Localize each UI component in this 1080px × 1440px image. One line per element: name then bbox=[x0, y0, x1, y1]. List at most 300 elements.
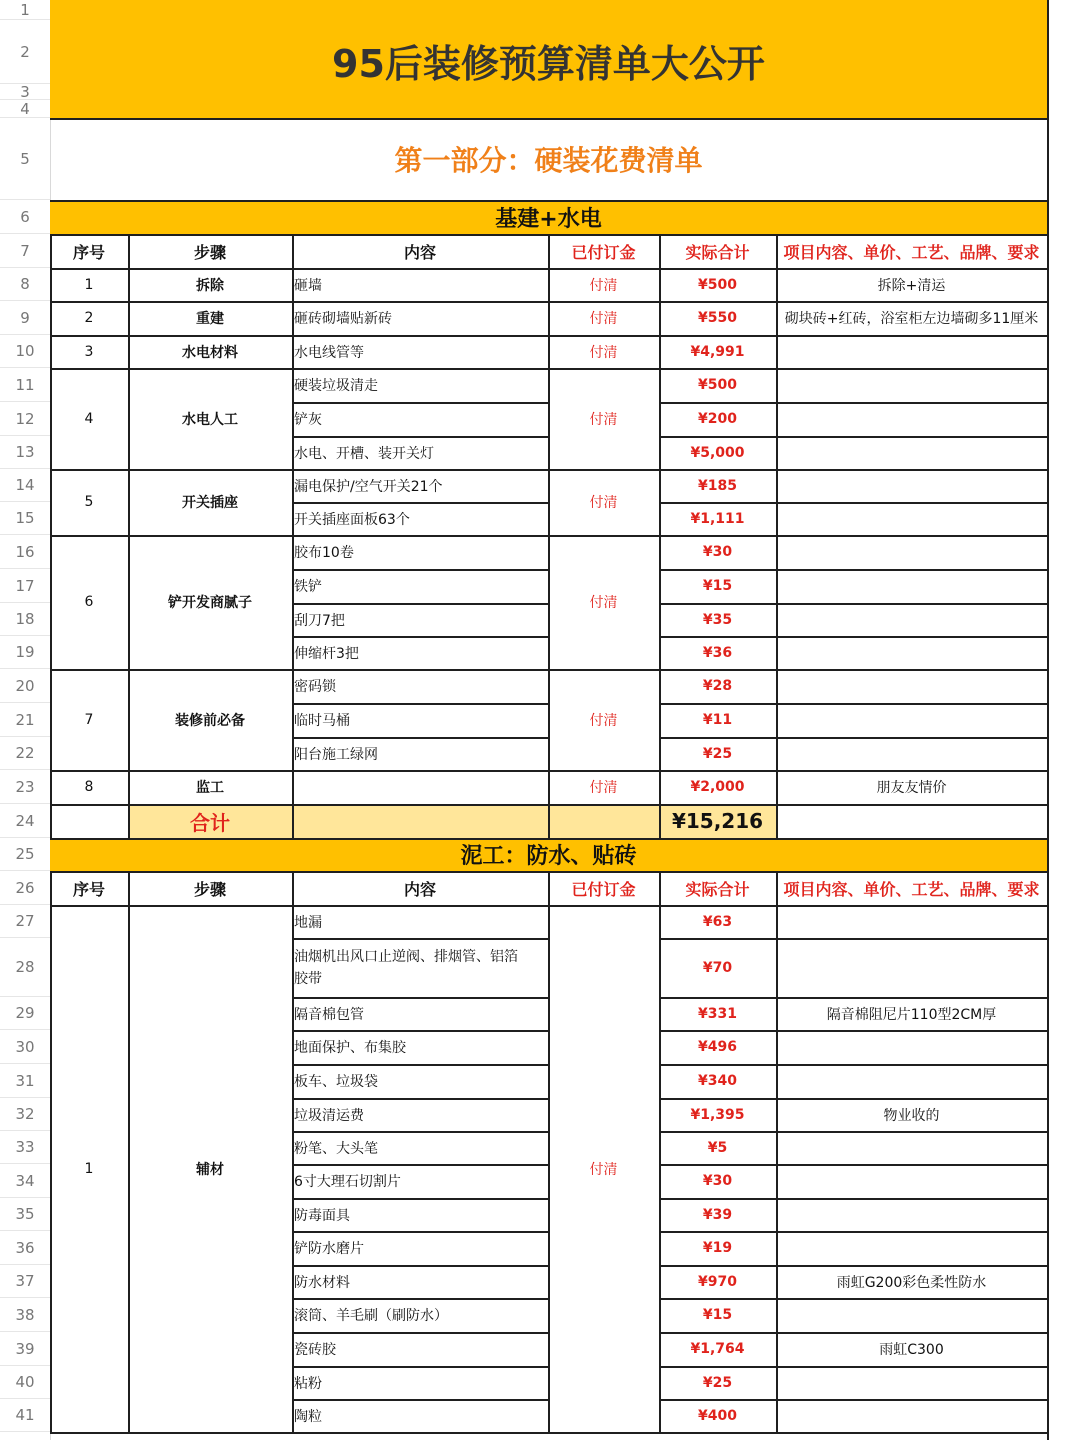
row-number[interactable]: 6 bbox=[0, 200, 50, 234]
grid-line-v bbox=[292, 737, 294, 770]
grid-line-v bbox=[292, 1366, 294, 1399]
section-b-title: 泥工：防水、贴砖 bbox=[50, 838, 1047, 871]
grid-line-h bbox=[548, 669, 659, 671]
grid-line-v bbox=[776, 502, 778, 535]
amount-cell: ¥400 bbox=[698, 1407, 737, 1424]
grid-line-v bbox=[659, 469, 661, 502]
amount-cell: ¥70 bbox=[702, 959, 733, 976]
grid-line-v bbox=[548, 368, 550, 402]
note-cell bbox=[776, 938, 1047, 997]
grid-line-v bbox=[659, 703, 661, 737]
grid-line-v bbox=[776, 1131, 778, 1164]
step-cell: 拆除 bbox=[196, 277, 224, 294]
grid-line-v bbox=[776, 636, 778, 669]
grid-line-v bbox=[128, 301, 130, 335]
grid-line-v bbox=[292, 871, 294, 905]
grid-line-h bbox=[292, 1298, 548, 1300]
grid-line-v bbox=[659, 938, 661, 997]
content-cell: 开关插座面板63个 bbox=[294, 511, 410, 528]
content-cell: 防毒面具 bbox=[294, 1207, 350, 1224]
grid-line-v bbox=[50, 234, 52, 268]
column-header: 内容 bbox=[403, 879, 436, 899]
grid-line-v bbox=[50, 301, 52, 335]
grid-line-h bbox=[292, 997, 548, 999]
grid-line-v bbox=[548, 1231, 550, 1265]
grid-line-v bbox=[128, 469, 130, 535]
column-header: 步骤 bbox=[193, 242, 226, 262]
grid-line-v bbox=[292, 469, 294, 502]
grid-line-v bbox=[776, 1332, 778, 1366]
content-cell: 油烟机出风口止逆阀、排烟管、铝箔胶带 bbox=[294, 948, 518, 987]
content-cell: 临时马桶 bbox=[294, 713, 350, 729]
row-number[interactable]: 41 bbox=[0, 1399, 50, 1432]
row-number[interactable]: 30 bbox=[0, 1030, 50, 1064]
grid-line-v bbox=[292, 301, 294, 335]
note-cell: 拆除+清运 bbox=[877, 277, 946, 294]
grid-line-h bbox=[548, 469, 659, 471]
grid-line-v bbox=[292, 1164, 294, 1198]
grid-line-h bbox=[548, 535, 659, 537]
seq-cell: 7 bbox=[84, 711, 94, 728]
amount-cell: ¥500 bbox=[698, 377, 737, 393]
amount-cell: ¥28 bbox=[702, 678, 733, 694]
note-cell bbox=[776, 669, 1047, 703]
grid-line-h bbox=[659, 1198, 1047, 1200]
grid-line-v bbox=[128, 535, 130, 669]
note-cell bbox=[776, 1131, 1047, 1164]
row-number[interactable]: 18 bbox=[0, 603, 50, 636]
paid-cell: 付清 bbox=[589, 595, 618, 611]
content-cell: 伸缩杆3把 bbox=[294, 645, 359, 662]
grid-line-v bbox=[50, 770, 52, 804]
amount-cell: ¥30 bbox=[702, 1173, 733, 1189]
row-number[interactable]: 31 bbox=[0, 1064, 50, 1098]
grid-line-v bbox=[292, 1131, 294, 1164]
grid-line-v bbox=[659, 1399, 661, 1432]
amount-cell: ¥4,991 bbox=[690, 343, 745, 360]
content-cell: 垃圾清运费 bbox=[294, 1107, 364, 1124]
grid-line-v bbox=[292, 1098, 294, 1131]
content-cell: 地漏 bbox=[294, 914, 322, 931]
grid-line-v bbox=[292, 997, 294, 1030]
grid-line-v bbox=[292, 804, 294, 838]
total-value: ¥15,216 bbox=[671, 809, 764, 833]
grid-line-h bbox=[292, 1131, 548, 1133]
grid-line-h bbox=[50, 469, 292, 471]
content-cell: 密码锁 bbox=[294, 679, 336, 695]
note-cell bbox=[776, 1064, 1047, 1098]
grid-line-h bbox=[659, 402, 1047, 404]
amount-cell: ¥5 bbox=[707, 1139, 728, 1156]
note-cell bbox=[776, 603, 1047, 636]
row-number[interactable]: 21 bbox=[0, 703, 50, 737]
step-cell: 铲开发商腻子 bbox=[168, 595, 252, 611]
content-cell: 阳台施工绿网 bbox=[294, 746, 378, 763]
content-cell: 6寸大理石切割片 bbox=[294, 1174, 401, 1190]
row-number[interactable]: 38 bbox=[0, 1298, 50, 1332]
grid-line-v bbox=[776, 1198, 778, 1231]
grid-line-h bbox=[292, 1030, 548, 1032]
grid-line-v bbox=[292, 402, 294, 436]
row-number[interactable]: 14 bbox=[0, 469, 50, 502]
grid-line-v bbox=[128, 770, 130, 804]
row-number[interactable]: 25 bbox=[0, 838, 50, 871]
row-number[interactable]: 11 bbox=[0, 368, 50, 402]
row-number[interactable]: 33 bbox=[0, 1131, 50, 1164]
grid-line-v bbox=[659, 436, 661, 469]
grid-line-v bbox=[776, 1265, 778, 1298]
grid-line-h bbox=[659, 368, 1047, 370]
row-number[interactable]: 16 bbox=[0, 535, 50, 569]
grid-line-v bbox=[292, 1298, 294, 1332]
row-number[interactable]: 32 bbox=[0, 1098, 50, 1131]
grid-line-h bbox=[548, 368, 659, 370]
paid-cell: 付清 bbox=[589, 1161, 618, 1178]
grid-line-h bbox=[292, 1098, 548, 1100]
note-cell: 砌块砖+红砖，浴室柜左边墙砌多11厘米 bbox=[784, 311, 1039, 327]
note-cell bbox=[776, 905, 1047, 938]
column-header: 实际合计 bbox=[685, 879, 750, 899]
grid-line-v bbox=[548, 1366, 550, 1399]
grid-line-h bbox=[292, 636, 548, 638]
grid-line-v bbox=[776, 1098, 778, 1131]
row-number[interactable]: 17 bbox=[0, 569, 50, 603]
grid-line-v bbox=[776, 1399, 778, 1432]
grid-line-h bbox=[659, 669, 1047, 671]
grid-line-v bbox=[548, 603, 550, 636]
row-number[interactable]: 24 bbox=[0, 804, 50, 838]
grid-line-h bbox=[659, 1332, 1047, 1334]
note-cell bbox=[776, 1399, 1047, 1432]
amount-cell: ¥63 bbox=[702, 913, 733, 930]
row-number[interactable]: 22 bbox=[0, 737, 50, 770]
grid-line-v bbox=[548, 871, 550, 905]
grid-line-v bbox=[548, 469, 550, 502]
grid-line-h bbox=[292, 770, 548, 772]
grid-line-v bbox=[659, 1332, 661, 1366]
note-cell bbox=[776, 1298, 1047, 1332]
grid-line-h bbox=[292, 1366, 548, 1368]
grid-line-h bbox=[659, 502, 1047, 504]
note-cell: 朋友友情价 bbox=[876, 780, 947, 796]
grid-line-h bbox=[659, 535, 1047, 537]
grid-line-v bbox=[292, 1198, 294, 1231]
step-cell: 开关插座 bbox=[182, 495, 238, 511]
total-label: 合计 bbox=[190, 810, 230, 835]
row-number[interactable]: 15 bbox=[0, 502, 50, 535]
grid-line-h bbox=[292, 469, 548, 471]
grid-line-v bbox=[548, 335, 550, 368]
grid-line-h bbox=[292, 335, 548, 337]
row-number[interactable]: 5 bbox=[0, 118, 50, 200]
amount-cell: ¥1,111 bbox=[690, 510, 745, 527]
grid-line-v bbox=[292, 770, 294, 804]
step-cell: 辅材 bbox=[196, 1161, 224, 1178]
grid-line-v bbox=[776, 335, 778, 368]
grid-line-v bbox=[548, 535, 550, 569]
amount-cell: ¥331 bbox=[698, 1005, 737, 1022]
grid-line-v bbox=[776, 804, 778, 838]
grid-line-v bbox=[128, 268, 130, 301]
row-number[interactable]: 8 bbox=[0, 268, 50, 301]
grid-line-v bbox=[128, 804, 130, 838]
note-cell bbox=[776, 436, 1047, 469]
grid-line-v bbox=[292, 535, 294, 569]
grid-line-h bbox=[659, 1098, 1047, 1100]
row-number[interactable]: 37 bbox=[0, 1265, 50, 1298]
content-cell: 板车、垃圾袋 bbox=[294, 1074, 378, 1090]
row-number[interactable]: 29 bbox=[0, 997, 50, 1030]
grid-line-v bbox=[776, 436, 778, 469]
grid-line-v bbox=[548, 669, 550, 703]
grid-line-v bbox=[548, 1164, 550, 1198]
amount-cell: ¥15 bbox=[702, 1307, 733, 1323]
grid-line-h bbox=[292, 402, 548, 404]
grid-line-h bbox=[292, 737, 548, 739]
paid-cell: 付清 bbox=[589, 311, 618, 327]
grid-line-v bbox=[548, 636, 550, 669]
amount-cell: ¥550 bbox=[698, 310, 737, 326]
grid-line-h bbox=[659, 1432, 1047, 1434]
grid-line-v bbox=[292, 1030, 294, 1064]
grid-line-v bbox=[292, 636, 294, 669]
grid-line-v bbox=[128, 669, 130, 770]
row-number[interactable]: 28 bbox=[0, 938, 50, 997]
amount-cell: ¥39 bbox=[702, 1206, 733, 1223]
amount-cell: ¥1,764 bbox=[690, 1341, 745, 1357]
grid-line-v bbox=[50, 871, 52, 905]
grid-line-v bbox=[548, 703, 550, 737]
seq-cell: 2 bbox=[84, 310, 94, 326]
note-cell: 隔音棉阻尼片110型2CM厚 bbox=[826, 1006, 997, 1023]
grid-line-v bbox=[776, 402, 778, 436]
content-cell: 砸砖砌墙贴新砖 bbox=[294, 311, 392, 327]
grid-line-v bbox=[776, 234, 778, 268]
column-header: 内容 bbox=[403, 242, 436, 262]
row-number[interactable]: 2 bbox=[0, 20, 50, 84]
grid-line-v bbox=[50, 335, 52, 368]
step-cell: 重建 bbox=[196, 311, 224, 327]
row-number[interactable]: 9 bbox=[0, 301, 50, 335]
note-cell bbox=[776, 737, 1047, 770]
grid-line-h bbox=[659, 301, 1047, 303]
grid-line-v bbox=[659, 368, 661, 402]
grid-line-h bbox=[292, 502, 548, 504]
grid-line-v bbox=[292, 938, 294, 997]
grid-line-v bbox=[292, 268, 294, 301]
grid-line-v bbox=[548, 997, 550, 1030]
grid-line-h bbox=[50, 118, 1047, 120]
content-cell: 铁铲 bbox=[294, 579, 322, 595]
row-number[interactable]: 13 bbox=[0, 436, 50, 469]
grid-line-h bbox=[659, 1231, 1047, 1233]
grid-line-v bbox=[292, 905, 294, 938]
grid-line-v bbox=[548, 1265, 550, 1298]
grid-line-v bbox=[776, 938, 778, 997]
row-number[interactable]: 3 bbox=[0, 84, 50, 100]
grid-line-v bbox=[50, 669, 52, 770]
row-number[interactable]: 19 bbox=[0, 636, 50, 669]
grid-line-h bbox=[50, 301, 292, 303]
seq-cell: 3 bbox=[84, 343, 94, 360]
amount-cell: ¥5,000 bbox=[690, 444, 745, 461]
grid-line-v bbox=[776, 535, 778, 569]
grid-line-v bbox=[776, 1164, 778, 1198]
grid-line-h bbox=[292, 603, 548, 605]
grid-line-v bbox=[548, 938, 550, 997]
grid-line-v bbox=[659, 1030, 661, 1064]
column-header: 序号 bbox=[72, 242, 105, 262]
grid-line-v bbox=[659, 502, 661, 535]
grid-line-h bbox=[50, 838, 1047, 840]
grid-line-v bbox=[292, 335, 294, 368]
grid-line-v bbox=[548, 737, 550, 770]
grid-line-v bbox=[659, 234, 661, 268]
grid-line-v bbox=[292, 368, 294, 402]
row-number[interactable]: 10 bbox=[0, 335, 50, 368]
grid-line-v bbox=[292, 569, 294, 603]
paid-cell: 付清 bbox=[589, 277, 618, 294]
grid-line-v bbox=[776, 703, 778, 737]
grid-line-h bbox=[50, 200, 1047, 202]
grid-line-h bbox=[50, 368, 292, 370]
grid-line-v bbox=[776, 603, 778, 636]
grid-line-h bbox=[292, 1432, 548, 1434]
grid-line-h bbox=[659, 770, 1047, 772]
grid-line-v bbox=[659, 1366, 661, 1399]
grid-line-h bbox=[659, 335, 1047, 337]
grid-line-h bbox=[292, 804, 548, 806]
note-cell bbox=[776, 636, 1047, 669]
amount-cell: ¥15 bbox=[702, 578, 733, 594]
amount-cell: ¥500 bbox=[698, 276, 737, 293]
grid-line-v bbox=[776, 1298, 778, 1332]
row-number[interactable]: 4 bbox=[0, 100, 50, 118]
grid-line-v bbox=[548, 268, 550, 301]
step-cell: 装修前必备 bbox=[175, 712, 245, 729]
paid-cell: 付清 bbox=[589, 780, 618, 796]
amount-cell: ¥970 bbox=[698, 1273, 737, 1290]
grid-line-v bbox=[50, 469, 52, 535]
row-number[interactable]: 36 bbox=[0, 1231, 50, 1265]
grid-line-v bbox=[548, 1131, 550, 1164]
grid-line-h bbox=[50, 535, 292, 537]
grid-line-v bbox=[548, 1098, 550, 1131]
grid-line-v bbox=[659, 669, 661, 703]
grid-line-v bbox=[292, 603, 294, 636]
grid-line-v bbox=[776, 1064, 778, 1098]
note-cell bbox=[776, 1030, 1047, 1064]
row-number[interactable]: 1 bbox=[0, 0, 50, 20]
row-number[interactable]: 26 bbox=[0, 871, 50, 905]
grid-line-v bbox=[659, 636, 661, 669]
amount-cell: ¥2,000 bbox=[690, 779, 745, 795]
row-number[interactable]: 27 bbox=[0, 905, 50, 938]
grid-line-v bbox=[659, 1298, 661, 1332]
grid-line-h bbox=[659, 469, 1047, 471]
grid-line-h bbox=[548, 335, 659, 337]
grid-line-v bbox=[50, 905, 52, 1432]
grid-line-v bbox=[659, 737, 661, 770]
grid-line-v bbox=[128, 871, 130, 905]
grid-line-v bbox=[659, 301, 661, 335]
row-number[interactable]: 35 bbox=[0, 1198, 50, 1231]
content-cell: 防水材料 bbox=[294, 1274, 350, 1291]
grid-line-v bbox=[548, 234, 550, 268]
row-number[interactable]: 23 bbox=[0, 770, 50, 804]
grid-line-v bbox=[659, 770, 661, 804]
seq-cell: 8 bbox=[84, 779, 94, 795]
grid-line-v bbox=[776, 368, 778, 402]
row-number[interactable]: 34 bbox=[0, 1164, 50, 1198]
grid-line-v bbox=[659, 905, 661, 938]
note-cell: 物业收的 bbox=[883, 1107, 940, 1124]
grid-line-h bbox=[659, 703, 1047, 705]
content-cell: 瓷砖胶 bbox=[294, 1342, 336, 1358]
amount-cell: ¥11 bbox=[702, 712, 733, 728]
grid-line-v bbox=[548, 1030, 550, 1064]
content-cell: 水电线管等 bbox=[294, 344, 364, 361]
row-number[interactable]: 7 bbox=[0, 234, 50, 268]
row-number[interactable]: 39 bbox=[0, 1332, 50, 1366]
note-cell bbox=[776, 469, 1047, 502]
content-cell: 水电、开槽、装开关灯 bbox=[294, 445, 434, 462]
grid-line-v bbox=[776, 770, 778, 804]
grid-line-v bbox=[659, 335, 661, 368]
amount-cell: ¥185 bbox=[698, 477, 737, 494]
amount-cell: ¥25 bbox=[702, 1374, 733, 1391]
grid-line-v bbox=[659, 1064, 661, 1098]
column-header: 序号 bbox=[72, 879, 105, 899]
step-cell: 水电人工 bbox=[182, 411, 238, 428]
amount-cell: ¥25 bbox=[702, 745, 733, 762]
grid-line-v bbox=[548, 1332, 550, 1366]
step-cell: 监工 bbox=[196, 780, 224, 796]
grid-line-v bbox=[292, 703, 294, 737]
grid-line-v bbox=[292, 502, 294, 535]
grid-line-h bbox=[292, 535, 548, 537]
grid-line-v bbox=[128, 368, 130, 469]
grid-line-v bbox=[548, 402, 550, 436]
grid-line-v bbox=[659, 1131, 661, 1164]
row-number[interactable]: 12 bbox=[0, 402, 50, 436]
grid-line-v bbox=[292, 1064, 294, 1098]
grid-line-v bbox=[659, 997, 661, 1030]
grid-line-h bbox=[292, 569, 548, 571]
content-cell: 砸墙 bbox=[294, 277, 322, 294]
grid-line-h bbox=[548, 301, 659, 303]
grid-line-v bbox=[776, 1030, 778, 1064]
grid-line-h bbox=[292, 703, 548, 705]
content-cell: 粘粉 bbox=[294, 1375, 322, 1392]
grid-line-v bbox=[548, 770, 550, 804]
grid-line-v bbox=[659, 402, 661, 436]
grid-line-h bbox=[50, 804, 292, 806]
content-cell: 粉笔、大头笔 bbox=[294, 1140, 378, 1157]
grid-line-v bbox=[776, 1366, 778, 1399]
grid-line-h bbox=[292, 1164, 548, 1166]
row-number[interactable]: 40 bbox=[0, 1366, 50, 1399]
grid-line-v bbox=[50, 368, 52, 469]
grid-line-v bbox=[776, 301, 778, 335]
row-number[interactable]: 20 bbox=[0, 669, 50, 703]
grid-line-h bbox=[50, 1432, 292, 1434]
amount-cell: ¥35 bbox=[702, 611, 733, 628]
amount-cell: ¥340 bbox=[698, 1073, 737, 1089]
grid-line-v bbox=[50, 268, 52, 301]
note-cell bbox=[776, 1231, 1047, 1265]
content-cell: 隔音棉包管 bbox=[294, 1006, 364, 1023]
